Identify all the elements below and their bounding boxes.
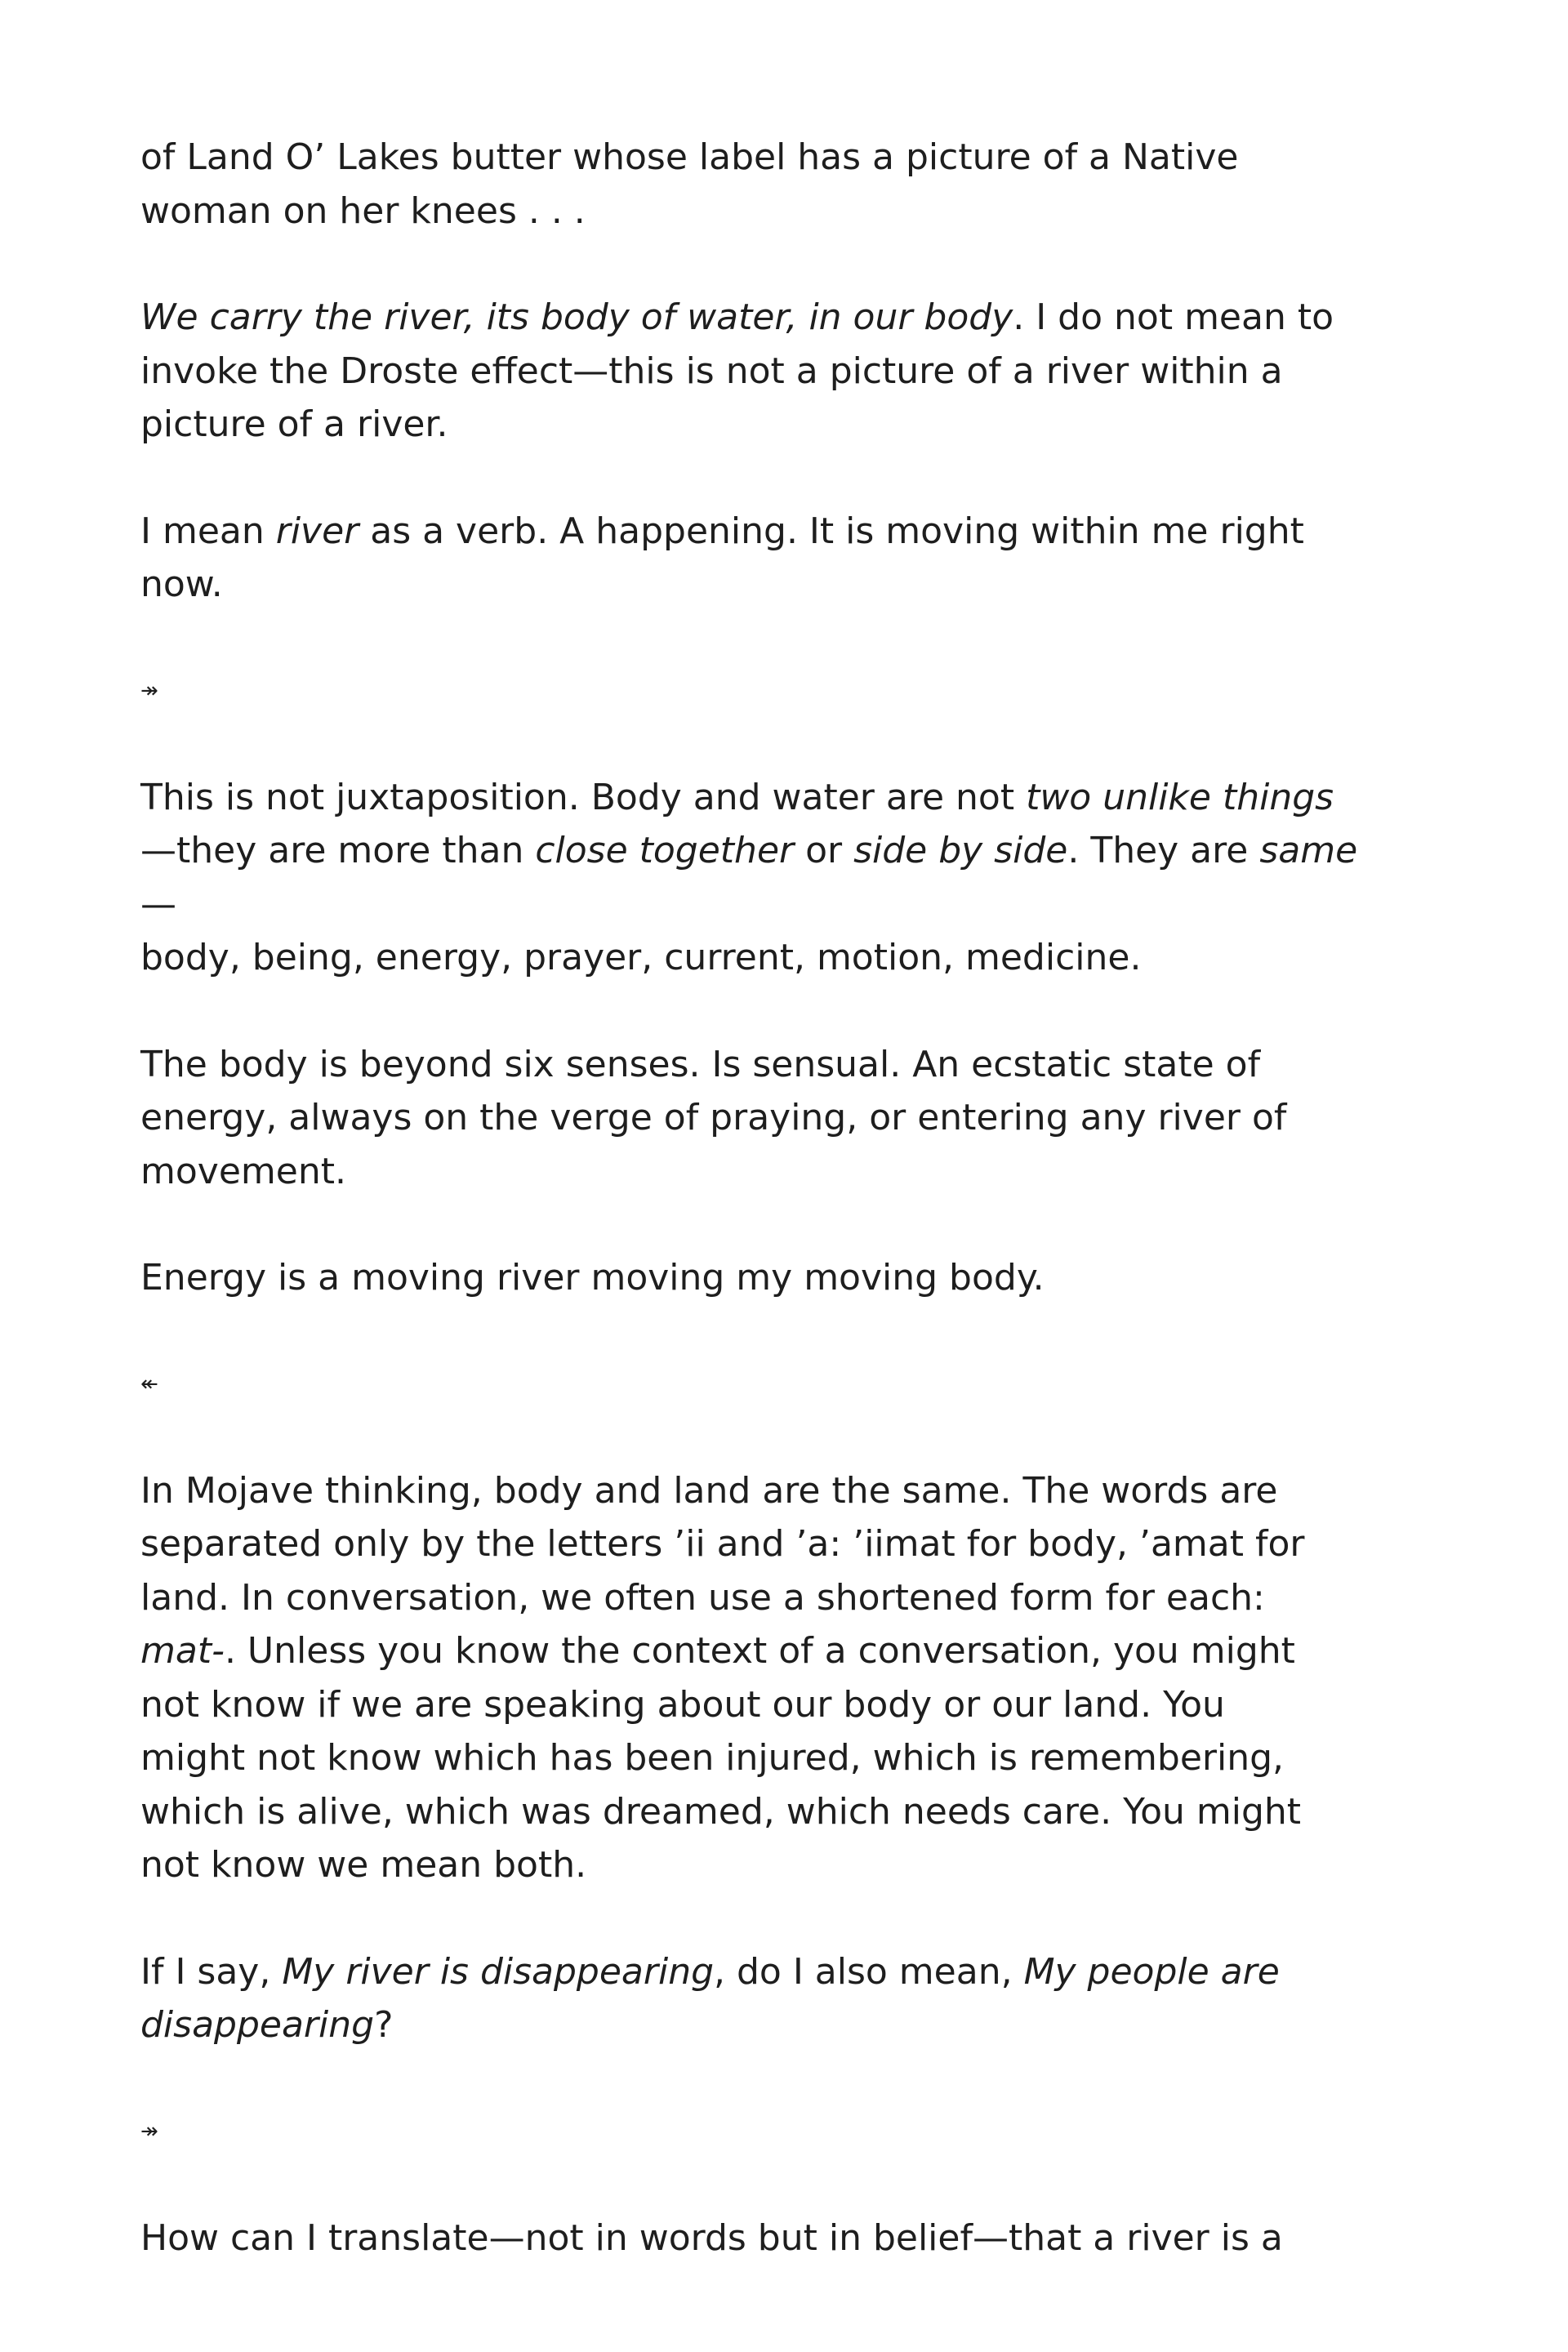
section-divider-arrow-icon: ↠ — [140, 678, 158, 703]
paragraph-gap — [140, 612, 1365, 665]
italic-text: side by side — [853, 830, 1068, 871]
paragraph-gap — [140, 238, 1365, 291]
text-line: which is alive, which was dreamed, which needs care. You might — [140, 1790, 1302, 1833]
paragraph-gap — [140, 1411, 1365, 1464]
italic-text: close together — [535, 830, 795, 871]
paragraph-gap — [140, 1892, 1365, 1945]
text-line: movement. — [140, 1150, 346, 1192]
text-run: ? — [374, 2004, 394, 2046]
text-line: not know we mean both. — [140, 1844, 587, 1886]
paragraph-gap — [140, 2158, 1365, 2212]
paragraph — [140, 1038, 1365, 1199]
document-page — [140, 131, 1365, 2265]
text-line: In Mojave thinking, body and land are the same. The words are — [140, 1469, 1278, 1512]
text-run: This is not juxtaposition. Body and water are not — [140, 776, 1027, 818]
section-divider-arrow-icon: ↞ — [140, 1371, 158, 1396]
text-run: . They are — [1067, 830, 1260, 871]
paragraph-gap — [140, 718, 1365, 771]
paragraph — [140, 2212, 1365, 2265]
italic-text: same — [1259, 830, 1358, 871]
text-run: —they are more than — [140, 830, 536, 871]
text-line: energy, always on the verge of praying, or entering any river of — [140, 1097, 1287, 1138]
paragraph — [140, 1464, 1365, 1892]
text-run: . I do not mean to — [1013, 296, 1334, 338]
text-line: woman on her knees . . . — [140, 189, 586, 232]
paragraph-gap — [140, 1305, 1365, 1358]
italic-text: disappearing — [140, 2004, 375, 2046]
text-run: If I say, — [140, 1950, 283, 1993]
paragraph — [140, 131, 1365, 238]
text-line: land. In conversation, we often use a shortened form for each: — [140, 1576, 1265, 1619]
text-line: Energy is a moving river moving my moving body. — [140, 1257, 1045, 1298]
paragraph-gap — [140, 985, 1365, 1038]
paragraph — [140, 505, 1365, 612]
paragraph-gap — [140, 1198, 1365, 1251]
text-run: I mean — [140, 510, 276, 552]
italic-text: We carry the river, its body of water, in our body — [140, 296, 1013, 338]
paragraph — [140, 291, 1365, 452]
paragraph — [140, 771, 1365, 985]
text-run: as a verb. A happening. It is moving within me right — [359, 510, 1304, 552]
text-line: not know if we are speaking about our body or our land. You — [140, 1683, 1225, 1726]
text-run: . Unless you know the context of a conversation, you might — [224, 1630, 1295, 1672]
section-divider-arrow-icon: ↠ — [140, 2118, 158, 2144]
italic-text: river — [275, 510, 359, 552]
italic-text: two unlike things — [1026, 776, 1334, 818]
italic-text: My people are — [1023, 1950, 1280, 1993]
text-line: might not know which has been injured, which is remembering, — [140, 1737, 1285, 1779]
paragraph — [140, 1251, 1365, 1305]
text-line: separated only by the letters ’ii and ’a: ’iimat for body, ’amat for — [140, 1523, 1305, 1565]
italic-text: mat- — [140, 1630, 225, 1672]
text-line: body, being, energy, prayer, current, motion, medicine. — [140, 937, 1142, 978]
text-line: picture of a river. — [140, 403, 448, 445]
paragraph-gap — [140, 452, 1365, 505]
paragraph — [140, 1945, 1365, 2052]
text-line: How can I translate—not in words but in belief—that a river is a — [140, 2216, 1283, 2259]
text-line: now. — [140, 564, 223, 605]
text-run: or — [794, 830, 854, 871]
text-run: — — [140, 883, 176, 925]
text-line: The body is beyond six senses. Is sensual. An ecstatic state of — [140, 1043, 1261, 1085]
text-run: , do I also mean, — [714, 1950, 1024, 1993]
paragraph-gap — [140, 2052, 1365, 2105]
italic-text: My river is disappearing — [282, 1950, 715, 1993]
text-line: invoke the Droste effect—this is not a picture of a river within a — [140, 350, 1283, 392]
text-line: of Land O’ Lakes butter whose label has a picture of a Native — [140, 136, 1239, 178]
